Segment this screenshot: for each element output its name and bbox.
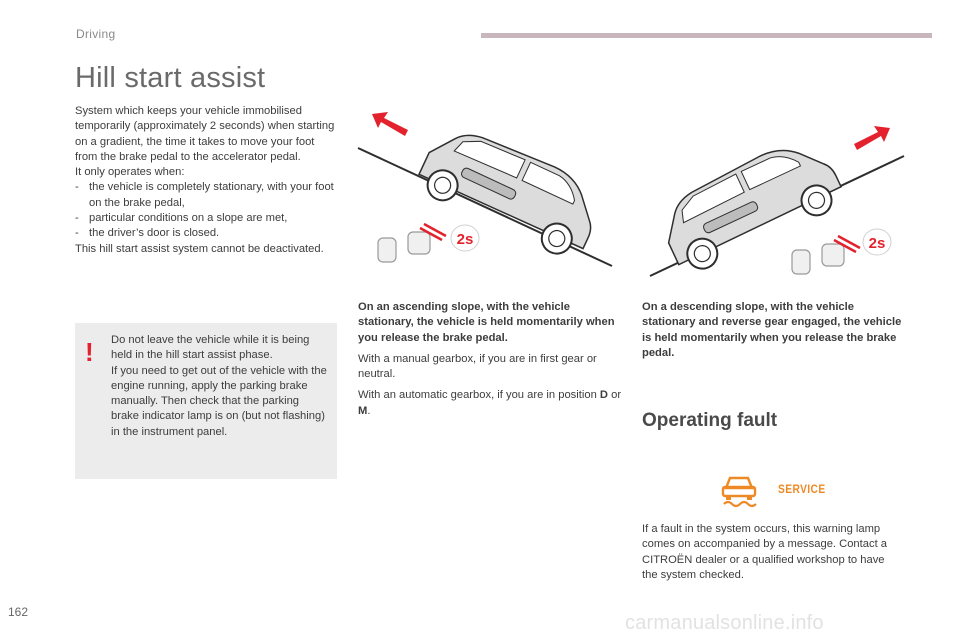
timer-2s-badge — [451, 225, 479, 251]
list-item: - particular conditions on a slope are met, — [75, 212, 288, 225]
section-header: Driving — [76, 27, 116, 41]
manual-gearbox-note: With a manual gearbox, if you are in first gear or neutral. — [358, 352, 597, 381]
fault-description: If a fault in the system occurs, this warning lamp comes on accompanied by a message. Contact a CITROËN dealer or a qualified workshop to have the system checked. — [642, 523, 888, 581]
intro-paragraph: System which keeps your vehicle immobilised temporarily (approximately 2 seconds) when starting on a gradient, the time it takes to move your foot from the brake pedal to the accelerator pedal. — [75, 105, 335, 163]
list-item: - the driver’s door is closed. — [75, 227, 220, 240]
car-icon — [652, 131, 849, 279]
svg-text:2s: 2s — [868, 235, 886, 252]
ascending-heading: On an ascending slope, with the vehicle stationary, the vehicle is held momentarily when you release the brake pedal. — [358, 301, 615, 344]
ascending-slope-text — [358, 300, 623, 425]
intro-deactivation-note: This hill start assist system cannot be deactivated. — [75, 242, 324, 255]
section-accent-bar — [481, 33, 932, 38]
page-number: 162 — [8, 605, 29, 619]
brake-pedal-icon — [378, 224, 446, 262]
service-warning-lamp: SERVICE — [778, 482, 826, 496]
watermark: carmanualsonline.info — [625, 612, 824, 634]
automatic-gearbox-note: With an automatic gearbox, if you are in position D or M. — [358, 389, 622, 417]
car-icon — [413, 116, 610, 264]
warning-exclamation-icon: ! — [85, 337, 94, 367]
conditions-list — [75, 180, 335, 241]
warning-box — [75, 323, 337, 479]
descending-slope-text — [642, 300, 902, 367]
warning-text: Do not leave the vehicle while it is being held in the hill start assist phase. If you need to get out of the vehicle with the engine running, apply the parking brake manually. Then check that the parking brake indicator lamp is on (but not flashing) in the instrument panel. — [111, 334, 327, 438]
timer-2s-badge — [863, 229, 891, 255]
page-title: Hill start assist — [75, 62, 266, 94]
svg-text:2s: 2s — [456, 231, 474, 248]
operating-fault-heading: Operating fault — [642, 410, 778, 431]
ascending-slope-illustration — [350, 100, 618, 280]
intro-conditions-lead: It only operates when: — [75, 166, 185, 179]
list-item: - the vehicle is completely stationary, with your foot on the brake pedal, — [75, 181, 334, 209]
descending-slope-illustration — [640, 100, 910, 290]
rollforward-arrow-icon — [854, 126, 890, 150]
rollback-arrow-icon — [372, 112, 408, 136]
brake-pedal-icon — [792, 236, 860, 274]
descending-heading: On a descending slope, with the vehicle stationary and reverse gear engaged, the vehicle is held momentarily when you release the brake pedal. — [642, 301, 902, 359]
intro-text — [75, 104, 335, 257]
traction-warning-icon — [718, 470, 760, 510]
